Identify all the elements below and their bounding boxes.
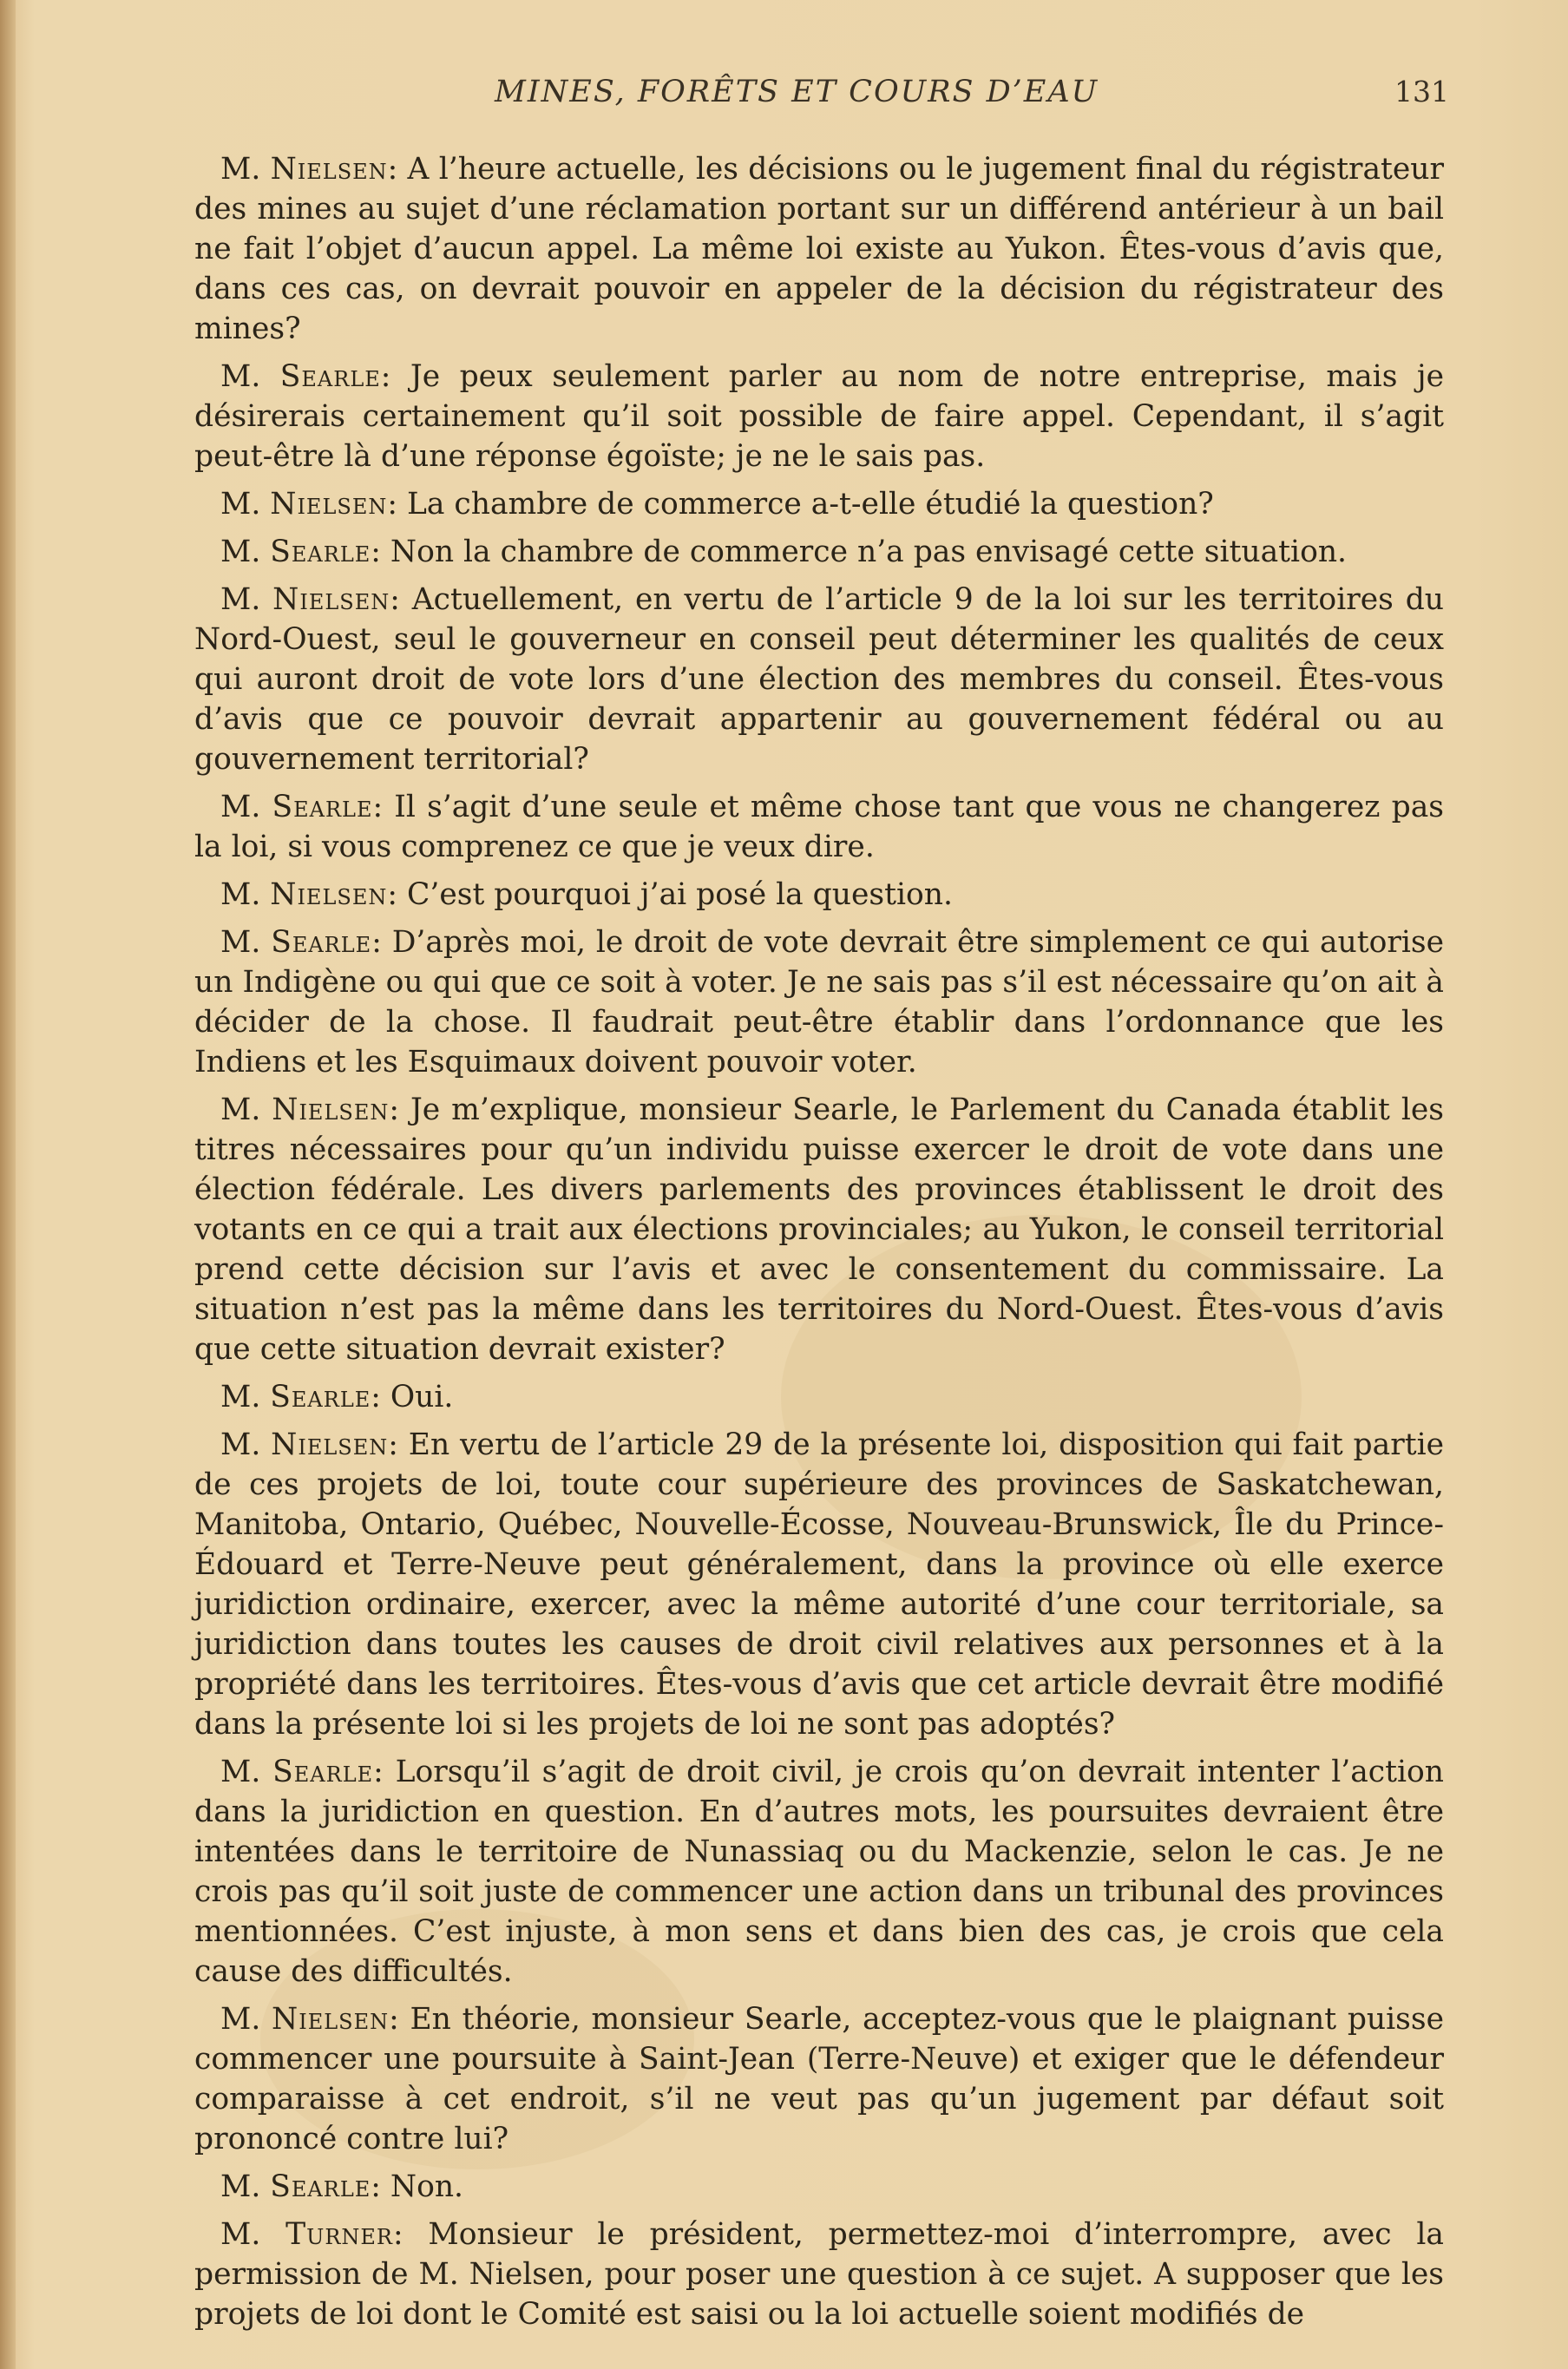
paragraph-text: Monsieur le président, permettez-moi d’interrompre, avec la permission de M. Nielsen, pour poser une question à ce sujet. A supposer que les projets de loi dont le Comité est saisi ou la loi actuelle soient modifiés de — [194, 2217, 1444, 2332]
speaker-honorific: M. — [220, 2217, 261, 2252]
paragraph-text: Lorsqu’il s’agit de droit civil, je crois qu’on devrait intenter l’action dans la juridiction en question. En d’autres mots, les poursuites devraient être intentées dans le territoire de Nunassiaq ou du Mackenzie, selon le cas. Je ne crois pas qu’il soit juste de commencer une action dans un tribunal des provinces mentionnées. C’est injuste, à mon sens et dans bien des cas, je crois que cela cause des difficultés. — [194, 1755, 1444, 1989]
paragraph-text: Je peux seulement parler au nom de notre entreprise, mais je désirerais certainement qu’il soit possible de faire appel. Cependant, il s’agit peut-être là d’une réponse égoïste; je ne le sais pas. — [194, 359, 1444, 474]
paragraph: M. Nielsen: En théorie, monsieur Searle, acceptez-vous que le plaignant puisse commencer une poursuite à Saint-Jean (Terre-Neuve) et exiger que le défendeur comparaisse à cet endroit, s’il ne veut pas qu’un jugement par défaut soit prononcé contre lui? — [194, 2002, 1445, 2156]
speaker-honorific: M. — [220, 582, 261, 617]
speaker-honorific: M. — [220, 487, 261, 522]
paragraph-text: En théorie, monsieur Searle, acceptez-vous que le plaignant puisse commencer une poursuite à Saint-Jean (Terre-Neuve) et exiger que le défendeur comparaisse à cet endroit, s’il ne veut pas qu’un jugement par défaut soit prononcé contre lui? — [194, 2002, 1445, 2156]
paragraph-text: A l’heure actuelle, les décisions ou le jugement final du régistrateur des mines au sujet d’une réclamation portant sur un différend antérieur à un bail ne fait l’objet d’aucun appel. La même loi existe au Yukon. Êtes-vous d’avis que, dans ces cas, on devrait pouvoir en appeler de la décision du régistrateur des mines? — [194, 152, 1444, 346]
speaker-name: Nielsen — [270, 152, 388, 187]
speaker-name: Searle — [272, 1755, 374, 1789]
speaker-name: Nielsen — [270, 487, 388, 522]
speaker-honorific: M. — [220, 1427, 261, 1462]
speaker-honorific: M. — [220, 2169, 261, 2204]
speaker-name: Nielsen — [272, 2002, 390, 2037]
paragraph: M. Searle: Non la chambre de commerce n’a pas envisagé cette situation. — [220, 535, 1348, 569]
paragraph: M. Searle: Il s’agit d’une seule et même chose tant que vous ne changerez pas la loi, si vous comprenez ce que je veux dire. — [194, 790, 1444, 864]
paragraph: M. Searle: D’après moi, le droit de vote devrait être simplement ce qui autorise un Indigène ou qui que ce soit à voter. Je ne sais pas s’il est nécessaire qu’on ait à décider de la chose. Il faudrait peut-être établir dans l’ordonnance que les Indiens et les Esquimaux doivent pouvoir voter. — [194, 925, 1445, 1080]
page-number: 131 — [1394, 75, 1449, 108]
paragraph: M. Nielsen: Je m’explique, monsieur Searle, le Parlement du Canada établit les titres nécessaires pour qu’un individu puisse exercer le droit de vote dans une élection fédérale. Les divers parlements des provinces établissent le droit des votants en ce qui a trait aux élections provinciales; au Yukon, le conseil territorial prend cette décision sur l’avis et avec le consentement du commissaire. La situation n’est pas la même dans les territoires du Nord-Ouest. Êtes-vous d’avis que cette situation devrait exister? — [194, 1093, 1444, 1367]
paragraph-text: Il s’agit d’une seule et même chose tant que vous ne changerez pas la loi, si vous comprenez ce que je veux dire. — [194, 790, 1444, 864]
paragraph: M. Searle: Je peux seulement parler au nom de notre entreprise, mais je désirerais certainement qu’il soit possible de faire appel. Cependant, il s’agit peut-être là d’une réponse égoïste; je ne le sais pas. — [194, 359, 1444, 474]
paragraph-text: D’après moi, le droit de vote devrait être simplement ce qui autorise un Indigène ou qui que ce soit à voter. Je ne sais pas s’il est nécessaire qu’on ait à décider de la chose. Il faudrait peut-être établir dans l’ordonnance que les Indiens et les Esquimaux doivent pouvoir voter. — [194, 925, 1445, 1080]
paragraph: M. Searle: Oui. — [220, 1380, 454, 1414]
speaker-name: Nielsen — [271, 1427, 389, 1462]
speaker-honorific: M. — [220, 535, 261, 569]
paragraph: M. Nielsen: A l’heure actuelle, les décisions ou le jugement final du régistrateur des mines au sujet d’une réclamation portant sur un différend antérieur à un bail ne fait l’objet d’aucun appel. La même loi existe au Yukon. Êtes-vous d’avis que, dans ces cas, on devrait pouvoir en appeler de la décision du régistrateur des mines? — [194, 152, 1444, 346]
paragraph: M. Searle: Non. — [220, 2169, 464, 2204]
page-body — [194, 149, 1444, 2342]
speaker-name: Nielsen — [272, 1093, 390, 1127]
paragraph-text: Actuellement, en vertu de l’article 9 de la loi sur les territoires du Nord-Ouest, seul le gouverneur en conseil peut déterminer les qualités de ceux qui auront droit de vote lors d’une élection des membres du conseil. Êtes-vous d’avis que ce pouvoir devrait appartenir au gouvernement fédéral ou au gouvernement territorial? — [194, 582, 1445, 777]
paragraph: M. Nielsen: En vertu de l’article 29 de la présente loi, disposition qui fait partie de ces projets de loi, toute cour supérieure des provinces de Saskatchewan, Manitoba, Ontario, Québec, Nouvelle-Écosse, Nouveau-Brunswick, Île du Prince-Édouard et Terre-Neuve peut généralement, dans la province où elle exerce juridiction ordinaire, exercer, avec la même autorité d’une cour territoriale, sa juridiction dans toutes les causes de droit civil relatives aux personnes et à la propriété dans les territoires. Êtes-vous d’avis que cet article devrait être modifié dans la présente loi si les projets de loi ne sont pas adoptés? — [194, 1427, 1445, 1742]
paragraph-text: Oui. — [390, 1380, 454, 1414]
paragraph: M. Turner: Monsieur le président, permettez-moi d’interrompre, avec la permission de M. Nielsen, pour poser une question à ce sujet. A supposer que les projets de loi dont le Comité est saisi ou la loi actuelle soient modifiés de — [194, 2217, 1444, 2332]
speaker-name: Searle — [270, 1380, 371, 1414]
speaker-name: Searle — [270, 2169, 371, 2204]
speaker-honorific: M. — [220, 2002, 261, 2037]
paragraph: M. Nielsen: Actuellement, en vertu de l’article 9 de la loi sur les territoires du Nord-Ouest, seul le gouverneur en conseil peut déterminer les qualités de ceux qui auront droit de vote lors d’une élection des membres du conseil. Êtes-vous d’avis que ce pouvoir devrait appartenir au gouvernement fédéral ou au gouvernement territorial? — [194, 582, 1445, 777]
speaker-honorific: M. — [220, 925, 261, 960]
page-spine-shadow — [0, 0, 16, 2369]
speaker-honorific: M. — [220, 152, 261, 187]
speaker-name: Nielsen — [270, 877, 388, 912]
paragraph: M. Nielsen: La chambre de commerce a-t-elle étudié la question? — [220, 487, 1214, 522]
paragraph-text: Non. — [390, 2169, 464, 2204]
page-header — [208, 75, 1449, 116]
paragraph-text: C’est pourquoi j’ai posé la question. — [406, 877, 953, 912]
speaker-name: Searle — [272, 790, 373, 824]
running-title: MINES, FORÊTS ET COURS D’EAU — [495, 75, 1099, 109]
paragraph: M. Nielsen: C’est pourquoi j’ai posé la question. — [220, 877, 953, 912]
speaker-honorific: M. — [220, 359, 261, 394]
paragraph-text: Non la chambre de commerce n’a pas envisagé cette situation. — [390, 535, 1348, 569]
speaker-name: Searle — [270, 535, 371, 569]
paragraph: M. Searle: Lorsqu’il s’agit de droit civil, je crois qu’on devrait intenter l’action dans la juridiction en question. En d’autres mots, les poursuites devraient être intentées dans le territoire de Nunassiaq ou du Mackenzie, selon le cas. Je ne crois pas qu’il soit juste de commencer une action dans un tribunal des provinces mentionnées. C’est injuste, à mon sens et dans bien des cas, je crois que cela cause des difficultés. — [194, 1755, 1444, 1989]
speaker-honorific: M. — [220, 790, 261, 824]
speaker-name: Turner — [285, 2217, 393, 2252]
speaker-honorific: M. — [220, 1093, 261, 1127]
paragraph-text: Je m’explique, monsieur Searle, le Parlement du Canada établit les titres nécessaires pour qu’un individu puisse exercer le droit de vote dans une élection fédérale. Les divers parlements des provinces établissent le droit des votants en ce qui a trait aux élections provinciales; au Yukon, le conseil territorial prend cette décision sur l’avis et avec le consentement du commissaire. La situation n’est pas la même dans les territoires du Nord-Ouest. Êtes-vous d’avis que cette situation devrait exister? — [194, 1093, 1444, 1367]
paragraph-text: En vertu de l’article 29 de la présente loi, disposition qui fait partie de ces projets de loi, toute cour supérieure des provinces de Saskatchewan, Manitoba, Ontario, Québec, Nouvelle-Écosse, Nouveau-Brunswick, Île du Prince-Édouard et Terre-Neuve peut généralement, dans la province où elle exerce juridiction ordinaire, exercer, avec la même autorité d’une cour territoriale, sa juridiction dans toutes les causes de droit civil relatives aux personnes et à la propriété dans les territoires. Êtes-vous d’avis que cet article devrait être modifié dans la présente loi si les projets de loi ne sont pas adoptés? — [194, 1427, 1445, 1742]
speaker-honorific: M. — [220, 1755, 261, 1789]
speaker-honorific: M. — [220, 1380, 261, 1414]
paragraph-text: La chambre de commerce a-t-elle étudié la question? — [406, 487, 1214, 522]
speaker-name: Searle — [271, 925, 372, 960]
speaker-name: Nielsen — [272, 582, 390, 617]
speaker-honorific: M. — [220, 877, 261, 912]
speaker-name: Searle — [279, 359, 381, 394]
